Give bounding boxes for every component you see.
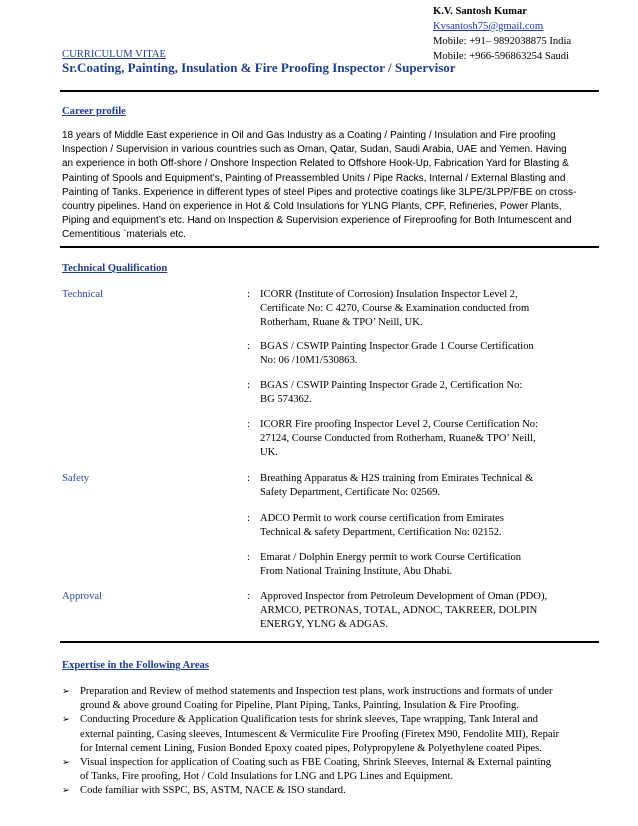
- entry-line: BGAS / CSWIP Painting Inspector Grade 2, Certification No:: [260, 380, 523, 391]
- item-line: Preparation and Review of method statements and Inspection test plans, work instructions and formats of under: [80, 686, 553, 697]
- contact-name: K.V. Santosh Kumar: [433, 6, 527, 17]
- colon: :: [247, 591, 250, 602]
- arrow-bullet-icon: ➢: [62, 714, 70, 726]
- expertise-list: [62, 685, 602, 799]
- colon: :: [247, 552, 250, 563]
- list-item: [62, 756, 602, 784]
- item-line: Conducting Procedure & Application Qualification tests for shrink sleeves, Tape wrapping, Tank Interal and: [80, 714, 538, 726]
- career-line: an experience in both Off-shore / Onshore Inspection Related to Offshore Hook-Up, Fabrication Yard for Blasting &: [62, 158, 569, 170]
- qualification-entry: [260, 590, 590, 633]
- career-profile-heading: Career profile: [62, 106, 126, 117]
- qualification-label-approval: Approval: [62, 591, 103, 602]
- career-line: Cementitious `materials etc.: [62, 229, 186, 241]
- divider: [60, 641, 599, 643]
- entry-line: No: 06 /10M1/530863.: [260, 355, 358, 367]
- entry-line: Approved Inspector from Petroleum Development of Oman (PDO),: [260, 591, 548, 602]
- career-line: Inspection / Supervision in various countries such as Oman, Qatar, Sudan, Saudi Arabia, UAE and Yemen. Having: [62, 144, 567, 156]
- qualification-entry: [260, 288, 590, 331]
- entry-line: 27124, Course Conducted from Rotherham, Ruane& TPO’ Neill,: [260, 433, 536, 445]
- entry-line: Rotherham, Ruane & TPO’ Neill, UK.: [260, 317, 423, 329]
- arrow-bullet-icon: ➢: [62, 757, 70, 769]
- item-line: Code familiar with SSPC, BS, ASTM, NACE & ISO standard.: [80, 785, 346, 797]
- item-line: Visual inspection for application of Coating such as FBE Coating, Shrink Sleeves, Internal & External painting: [80, 757, 551, 769]
- contact-block: [433, 4, 571, 64]
- entry-line: ENERGY, YLNG & ADGAS.: [260, 619, 389, 631]
- entry-line: From National Training Institute, Abu Dhabi.: [260, 566, 453, 578]
- qualification-entry: [260, 379, 590, 407]
- entry-line: Breathing Apparatus & H2S training from Emirates Technical &: [260, 473, 534, 484]
- colon: :: [247, 341, 250, 352]
- colon: :: [247, 289, 250, 300]
- item-line: for Internal cement Lining, Fusion Bonded Epoxy coated pipes, Polypropylene & Polyethylene coated Pipes.: [80, 742, 542, 754]
- item-line: external painting, Casing sleeves, Intumescent & Vermiculite Fire Proofing (Firetex M90, Fendolite MII), Repair: [80, 728, 560, 740]
- colon: :: [247, 473, 250, 484]
- qualification-label-technical: Technical: [62, 289, 104, 300]
- entry-line: ICORR Fire proofing Inspector Level 2, Course Certification No:: [260, 419, 539, 430]
- colon: :: [247, 380, 250, 391]
- technical-qualification-heading: Technical Qualification: [62, 263, 168, 274]
- expertise-heading: Expertise in the Following Areas: [62, 660, 209, 671]
- entry-line: Technical & safety Department, Certification No: 02152.: [260, 527, 502, 539]
- mobile-india: Mobile: +91– 9892038875 India: [433, 36, 572, 47]
- item-line: of Tanks, Fire proofing, Hot / Cold Insulations for LNG and LPG Lines and Equipment.: [80, 771, 454, 783]
- career-line: country pipelines. Hand on experience in Hot & Cold Insulations for YLNG Plants, CPF, Refineries, Power Plants,: [62, 201, 562, 213]
- entry-line: BGAS / CSWIP Painting Inspector Grade 1 Course Certification: [260, 341, 534, 352]
- qualification-label-safety: Safety: [62, 473, 90, 484]
- email-link[interactable]: Kvsantosh75@gmail.com: [433, 21, 544, 32]
- list-item: [62, 713, 602, 756]
- entry-line: Certificate No: C 4270, Course & Examination conducted from: [260, 303, 530, 315]
- entry-line: BG 574362.: [260, 394, 312, 406]
- list-item: [62, 685, 602, 713]
- cv-label: CURRICULUM VITAE: [62, 49, 167, 60]
- qualification-entry: [260, 418, 590, 461]
- colon: :: [247, 513, 250, 524]
- qualification-entry: [260, 551, 590, 579]
- entry-line: ICORR (Institute of Corrosion) Insulation Inspector Level 2,: [260, 289, 518, 300]
- qualification-entry: [260, 472, 590, 500]
- page-title: Sr.Coating, Painting, Insulation & Fire Proofing Inspector / Supervisor: [62, 60, 456, 75]
- entry-line: ARMCO, PETRONAS, TOTAL, ADNOC, TAKREER, DOLPIN: [260, 605, 538, 617]
- qualification-entry: [260, 340, 590, 368]
- qualification-entry: [260, 512, 590, 540]
- career-line: Painting of Tanks. Experience in different types of steel Pipes and protective coatings like 3LPE/3LPP/FBE on cross-: [62, 186, 577, 198]
- career-line: Painting of Spools and Equipment’s, Painting of Preassembled Units / Pipe Racks, Internal / External Blasting and: [62, 172, 566, 184]
- career-line: Piping and equipment’s etc. Hand on Inspection & Supervision experience of Fireproofing for Both Intumescent and: [62, 215, 572, 227]
- divider: [60, 246, 599, 248]
- colon: :: [247, 419, 250, 430]
- mobile-saudi: Mobile: +966-596863254 Saudi: [433, 51, 570, 62]
- item-line: ground & above ground Coating for Pipeline, Plant Piping, Tanks, Painting, Insulation & Fire Proofing.: [80, 700, 519, 712]
- arrow-bullet-icon: ➢: [62, 686, 70, 697]
- career-line: 18 years of Middle East experience in Oil and Gas Industry as a Coating / Painting / Insulation and Fire proofing: [62, 130, 556, 141]
- entry-line: Safety Department, Certificate No: 02569.: [260, 487, 441, 499]
- entry-line: UK.: [260, 447, 278, 459]
- list-item: [62, 784, 602, 798]
- arrow-bullet-icon: ➢: [62, 785, 70, 797]
- entry-line: ADCO Permit to work course certification from Emirates: [260, 513, 504, 524]
- entry-line: Emarat / Dolphin Energy permit to work Course Certification: [260, 552, 522, 563]
- career-profile-text: [62, 129, 602, 243]
- divider: [60, 90, 599, 92]
